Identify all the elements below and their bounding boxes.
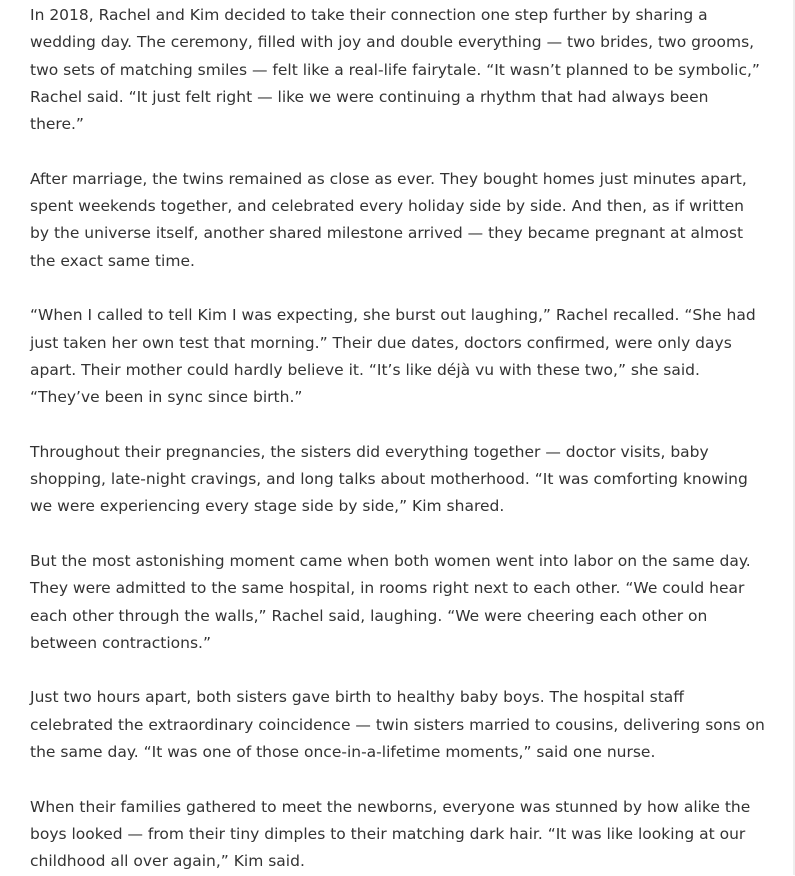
paragraph-labor: But the most astonishing moment came when both women went into labor on the same day. They were admitted to the same hospital, in rooms right next to each other. “We could hear each other through the walls,” Rachel said, laughing. “We were cheering each other on between contractions.” <box>30 551 751 652</box>
paragraph-wedding: In 2018, Rachel and Kim decided to take their connection one step further by sharing a wedding day. The ceremony, filled with joy and double everything — two brides, two grooms, two sets of matching smiles — felt like a real-life fairytale. “It wasn’t planned to be symbolic,” Rachel said. “It just felt right — like we were continuing a rhythm that had always been there.” <box>30 6 760 134</box>
article-body <box>30 2 765 876</box>
paragraph-pregnancies: Throughout their pregnancies, the sisters did everything together — doctor visits, baby shopping, late-night cravings, and long talks about motherhood. “It was comforting knowing we were experiencing every stage side by side,” Kim shared. <box>30 442 748 516</box>
paragraph-expecting: “When I called to tell Kim I was expecting, she burst out laughing,” Rachel recalled. “She had just taken her own test that morning.” Their due dates, doctors confirmed, were only days apart. Their mother could hardly believe it. “It’s like déjà vu with these two,” she said. “They’ve been in sync since birth.” <box>30 306 756 407</box>
paragraph-newborns: When their families gathered to meet the newborns, everyone was stunned by how alike the boys looked — from their tiny dimples to their matching dark hair. “It was like looking at our childhood all over again,” Kim said. <box>30 797 751 871</box>
paragraph-birth: Just two hours apart, both sisters gave birth to healthy baby boys. The hospital staff celebrated the extraordinary coincidence — twin sisters married to cousins, delivering sons on the same day. “It was one of those once-in-a-lifetime moments,” said one nurse. <box>30 688 765 762</box>
paragraph-after-marriage: After marriage, the twins remained as close as ever. They bought homes just minutes apart, spent weekends together, and celebrated every holiday side by side. And then, as if written by the universe itself, another shared milestone arrived — they became pregnant at almost the exact same time. <box>30 169 747 270</box>
